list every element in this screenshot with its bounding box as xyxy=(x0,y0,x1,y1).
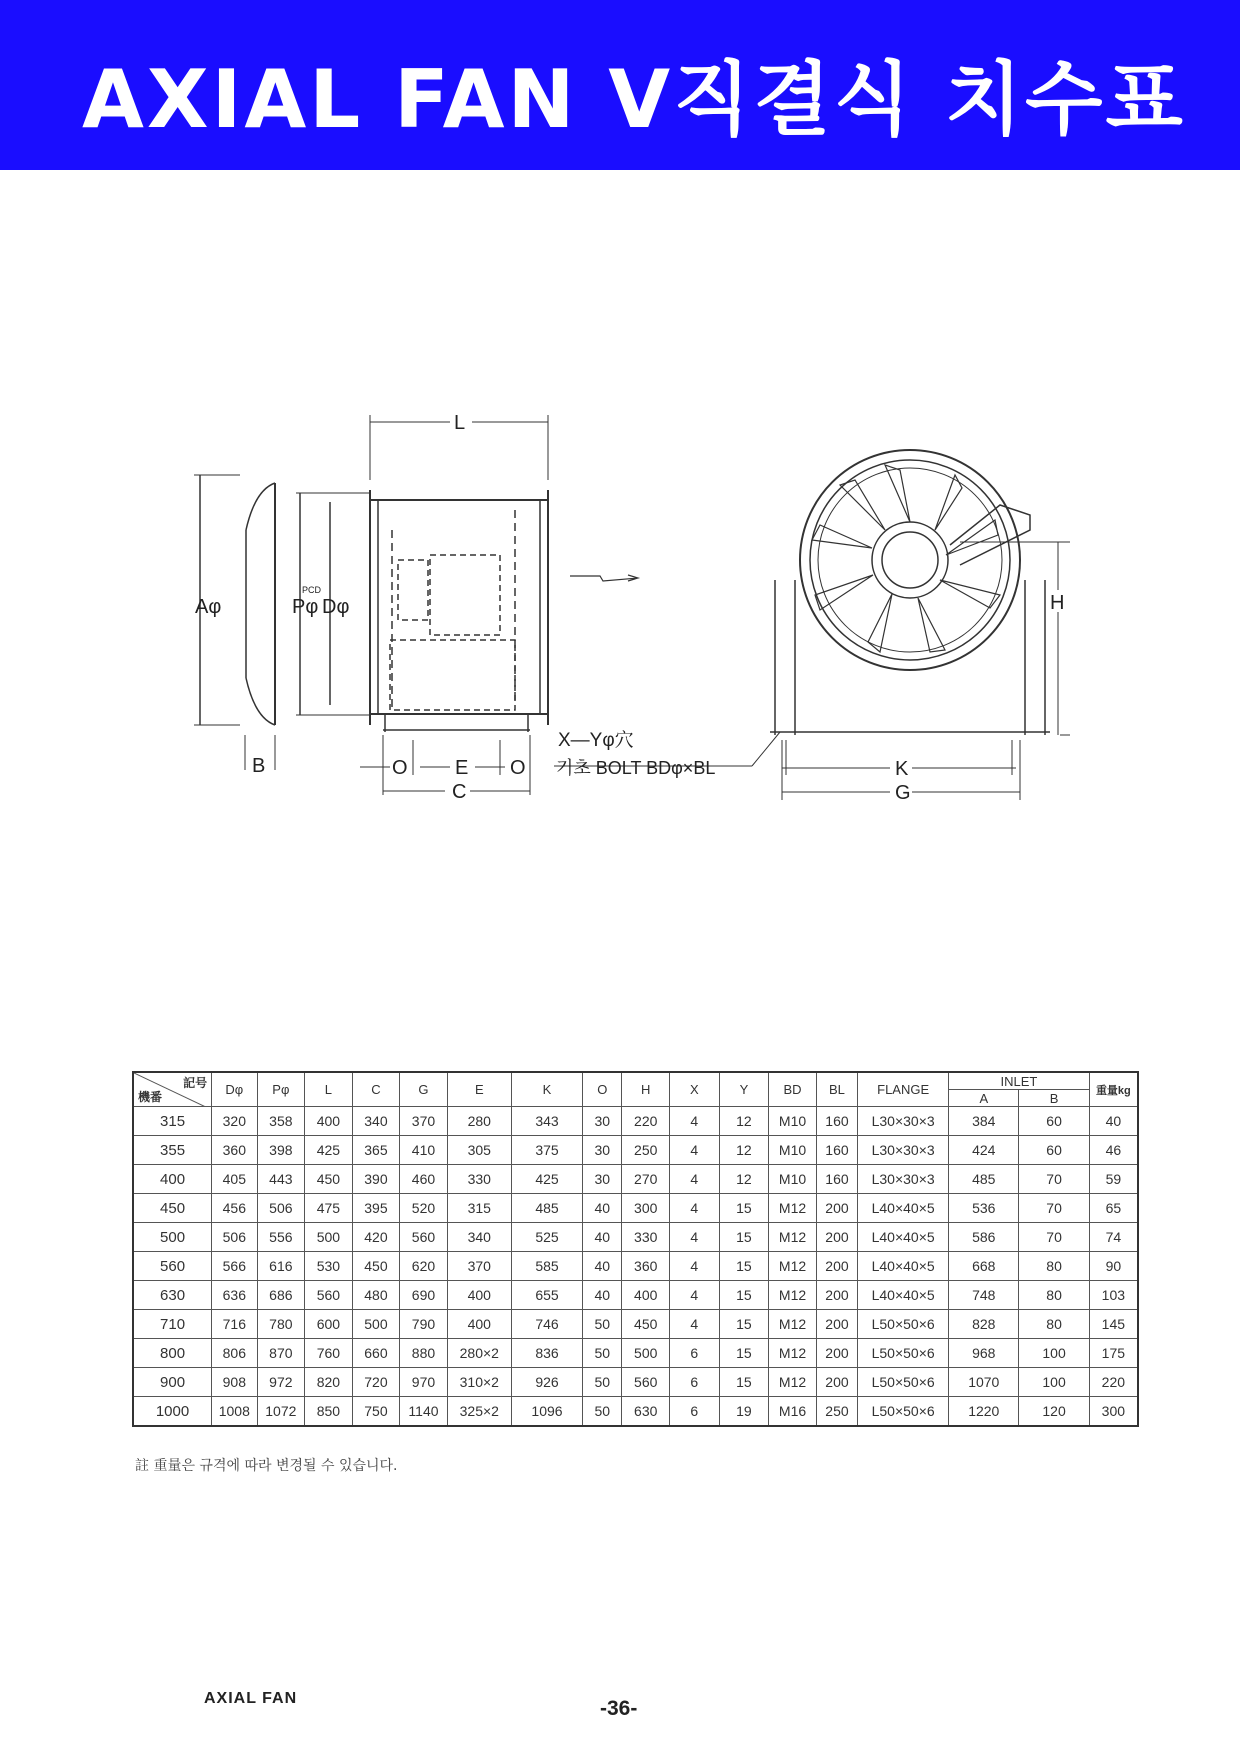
table-cell: 405 xyxy=(212,1165,257,1194)
table-cell: L50×50×6 xyxy=(858,1368,949,1397)
col-header: C xyxy=(352,1072,400,1107)
table-cell: 375 xyxy=(511,1136,582,1165)
table-cell: 750 xyxy=(352,1397,400,1427)
table-cell: 485 xyxy=(949,1165,1019,1194)
table-cell: 30 xyxy=(583,1165,622,1194)
model-cell: 710 xyxy=(133,1310,212,1339)
inlet-bell-bottom xyxy=(246,678,275,725)
table-cell: 30 xyxy=(583,1107,622,1136)
table-cell: 530 xyxy=(305,1252,353,1281)
table-cell: 6 xyxy=(670,1368,720,1397)
table-cell: 443 xyxy=(257,1165,305,1194)
table-cell: 80 xyxy=(1019,1281,1089,1310)
table-cell: 600 xyxy=(305,1310,353,1339)
inlet-header: INLET xyxy=(949,1072,1090,1090)
table-cell: M12 xyxy=(769,1223,817,1252)
table-cell: 746 xyxy=(511,1310,582,1339)
table-cell: 4 xyxy=(670,1281,720,1310)
label-B: B xyxy=(252,755,266,777)
table-cell: 60 xyxy=(1019,1107,1089,1136)
table-cell: 820 xyxy=(305,1368,353,1397)
table-cell: 46 xyxy=(1089,1136,1138,1165)
table-cell: 1140 xyxy=(400,1397,448,1427)
col-header: BD xyxy=(769,1072,817,1107)
table-cell: L30×30×3 xyxy=(858,1136,949,1165)
table-row xyxy=(133,1165,1138,1194)
label-bolt: 기초 BOLT BDφ×BL xyxy=(556,758,716,778)
table-row xyxy=(133,1194,1138,1223)
table-cell: L40×40×5 xyxy=(858,1223,949,1252)
table-cell: 560 xyxy=(400,1223,448,1252)
label-C: C xyxy=(452,781,467,803)
table-cell: 160 xyxy=(816,1107,857,1136)
label-H: H xyxy=(1050,592,1065,614)
corner-model-label: 機番 xyxy=(138,1090,163,1104)
table-cell: 566 xyxy=(212,1252,257,1281)
col-header: Dφ xyxy=(212,1072,257,1107)
table-cell: 1008 xyxy=(212,1397,257,1427)
table-cell: 15 xyxy=(719,1281,769,1310)
col-header: BL xyxy=(816,1072,857,1107)
table-cell: 310×2 xyxy=(447,1368,511,1397)
table-cell: 506 xyxy=(257,1194,305,1223)
table-cell: 70 xyxy=(1019,1165,1089,1194)
table-cell: 4 xyxy=(670,1136,720,1165)
table-cell: 365 xyxy=(352,1136,400,1165)
model-cell: 900 xyxy=(133,1368,212,1397)
table-cell: 15 xyxy=(719,1252,769,1281)
table-cell: 50 xyxy=(583,1397,622,1427)
label-E: E xyxy=(455,757,469,779)
table-cell: 586 xyxy=(949,1223,1019,1252)
table-cell: L40×40×5 xyxy=(858,1252,949,1281)
table-cell: 370 xyxy=(447,1252,511,1281)
table-cell: M12 xyxy=(769,1310,817,1339)
table-cell: 40 xyxy=(583,1281,622,1310)
table-cell: 475 xyxy=(305,1194,353,1223)
table-cell: 806 xyxy=(212,1339,257,1368)
table-cell: 100 xyxy=(1019,1368,1089,1397)
table-cell: 12 xyxy=(719,1107,769,1136)
table-cell: 485 xyxy=(511,1194,582,1223)
table-cell: 450 xyxy=(352,1252,400,1281)
label-G: G xyxy=(895,782,911,804)
table-cell: 40 xyxy=(583,1223,622,1252)
label-pcd: PCD xyxy=(302,585,322,595)
table-cell: 398 xyxy=(257,1136,305,1165)
table-cell: 400 xyxy=(305,1107,353,1136)
table-cell: 1220 xyxy=(949,1397,1019,1427)
label-K: K xyxy=(895,758,909,780)
label-P: Pφ xyxy=(292,596,319,618)
table-cell: 400 xyxy=(447,1281,511,1310)
header-banner xyxy=(0,0,1240,170)
table-cell: 6 xyxy=(670,1397,720,1427)
col-header: G xyxy=(400,1072,448,1107)
table-cell: 40 xyxy=(583,1194,622,1223)
table-cell: 4 xyxy=(670,1194,720,1223)
table-cell: 384 xyxy=(949,1107,1019,1136)
table-cell: 390 xyxy=(352,1165,400,1194)
corner-symbol-label: 記号 xyxy=(183,1076,208,1090)
table-cell: 50 xyxy=(583,1368,622,1397)
table-cell: 160 xyxy=(816,1136,857,1165)
col-header: H xyxy=(622,1072,670,1107)
table-cell: 305 xyxy=(447,1136,511,1165)
table-cell: 15 xyxy=(719,1194,769,1223)
table-cell: 200 xyxy=(816,1194,857,1223)
table-cell: 536 xyxy=(949,1194,1019,1223)
col-header: Y xyxy=(719,1072,769,1107)
label-A: Aφ xyxy=(195,596,222,618)
table-cell: 70 xyxy=(1019,1223,1089,1252)
spec-table-body xyxy=(133,1107,1138,1427)
label-hole: X―Yφ穴 xyxy=(558,730,634,751)
table-cell: L30×30×3 xyxy=(858,1165,949,1194)
table-cell: 880 xyxy=(400,1339,448,1368)
table-cell: 30 xyxy=(583,1136,622,1165)
model-cell: 1000 xyxy=(133,1397,212,1427)
table-cell: 655 xyxy=(511,1281,582,1310)
table-cell: 450 xyxy=(622,1310,670,1339)
table-cell: 358 xyxy=(257,1107,305,1136)
table-cell: 40 xyxy=(1089,1107,1138,1136)
table-cell: 4 xyxy=(670,1107,720,1136)
table-row xyxy=(133,1223,1138,1252)
label-O-left: O xyxy=(392,757,408,779)
model-cell: 315 xyxy=(133,1107,212,1136)
table-cell: 340 xyxy=(447,1223,511,1252)
table-cell: L40×40×5 xyxy=(858,1281,949,1310)
table-cell: 520 xyxy=(400,1194,448,1223)
table-cell: 972 xyxy=(257,1368,305,1397)
table-cell: 500 xyxy=(622,1339,670,1368)
table-cell: L50×50×6 xyxy=(858,1339,949,1368)
table-cell: 620 xyxy=(400,1252,448,1281)
table-cell: 500 xyxy=(305,1223,353,1252)
table-row xyxy=(133,1252,1138,1281)
table-cell: 65 xyxy=(1089,1194,1138,1223)
inlet-bell-top xyxy=(246,483,275,530)
table-row xyxy=(133,1281,1138,1310)
table-cell: L50×50×6 xyxy=(858,1397,949,1427)
table-cell: 690 xyxy=(400,1281,448,1310)
table-cell: M12 xyxy=(769,1281,817,1310)
table-row xyxy=(133,1107,1138,1136)
table-cell: 330 xyxy=(447,1165,511,1194)
table-cell: 12 xyxy=(719,1136,769,1165)
model-cell: 630 xyxy=(133,1281,212,1310)
table-cell: 80 xyxy=(1019,1310,1089,1339)
table-cell: 200 xyxy=(816,1368,857,1397)
table-cell: 556 xyxy=(257,1223,305,1252)
model-cell: 560 xyxy=(133,1252,212,1281)
table-cell: 70 xyxy=(1019,1194,1089,1223)
table-cell: 250 xyxy=(622,1136,670,1165)
col-header: X xyxy=(670,1072,720,1107)
spec-table-wrap xyxy=(132,1071,1139,1427)
table-cell: 6 xyxy=(670,1339,720,1368)
corner-header xyxy=(133,1072,212,1107)
weight-header: 重量kg xyxy=(1089,1072,1138,1107)
table-cell: 460 xyxy=(400,1165,448,1194)
table-cell: 15 xyxy=(719,1368,769,1397)
table-cell: 716 xyxy=(212,1310,257,1339)
table-cell: 850 xyxy=(305,1397,353,1427)
table-cell: 4 xyxy=(670,1165,720,1194)
table-cell: 200 xyxy=(816,1281,857,1310)
table-cell: M16 xyxy=(769,1397,817,1427)
model-cell: 500 xyxy=(133,1223,212,1252)
table-cell: 686 xyxy=(257,1281,305,1310)
table-cell: 970 xyxy=(400,1368,448,1397)
col-header: O xyxy=(583,1072,622,1107)
page-number: -36- xyxy=(600,1697,638,1720)
table-cell: 60 xyxy=(1019,1136,1089,1165)
table-cell: 220 xyxy=(1089,1368,1138,1397)
table-cell: 420 xyxy=(352,1223,400,1252)
table-cell: M10 xyxy=(769,1165,817,1194)
table-cell: 90 xyxy=(1089,1252,1138,1281)
table-cell: 780 xyxy=(257,1310,305,1339)
table-cell: L30×30×3 xyxy=(858,1107,949,1136)
table-cell: 636 xyxy=(212,1281,257,1310)
col-header: K xyxy=(511,1072,582,1107)
table-cell: 360 xyxy=(622,1252,670,1281)
model-cell: 355 xyxy=(133,1136,212,1165)
table-cell: 748 xyxy=(949,1281,1019,1310)
fan-dimension-drawing xyxy=(0,380,1240,820)
label-D: Dφ xyxy=(322,596,350,618)
model-cell: 800 xyxy=(133,1339,212,1368)
table-cell: 300 xyxy=(622,1194,670,1223)
table-cell: 340 xyxy=(352,1107,400,1136)
table-cell: 456 xyxy=(212,1194,257,1223)
table-cell: 425 xyxy=(305,1136,353,1165)
table-cell: 360 xyxy=(212,1136,257,1165)
table-row xyxy=(133,1397,1138,1427)
table-cell: 160 xyxy=(816,1165,857,1194)
table-cell: 74 xyxy=(1089,1223,1138,1252)
table-cell: 720 xyxy=(352,1368,400,1397)
table-cell: 200 xyxy=(816,1310,857,1339)
table-row xyxy=(133,1368,1138,1397)
table-cell: 500 xyxy=(352,1310,400,1339)
table-cell: 400 xyxy=(622,1281,670,1310)
table-cell: 450 xyxy=(305,1165,353,1194)
table-row xyxy=(133,1310,1138,1339)
table-cell: 870 xyxy=(257,1339,305,1368)
table-cell: 200 xyxy=(816,1252,857,1281)
table-cell: 15 xyxy=(719,1310,769,1339)
table-cell: 630 xyxy=(622,1397,670,1427)
table-cell: L40×40×5 xyxy=(858,1194,949,1223)
table-cell: 1070 xyxy=(949,1368,1019,1397)
table-row xyxy=(133,1339,1138,1368)
table-cell: 315 xyxy=(447,1194,511,1223)
table-cell: 320 xyxy=(212,1107,257,1136)
table-cell: 15 xyxy=(719,1339,769,1368)
table-cell: 330 xyxy=(622,1223,670,1252)
table-cell: 280 xyxy=(447,1107,511,1136)
table-cell: 425 xyxy=(511,1165,582,1194)
table-cell: 480 xyxy=(352,1281,400,1310)
table-cell: 50 xyxy=(583,1339,622,1368)
spec-table xyxy=(132,1071,1139,1427)
inlet-col-a: A xyxy=(949,1090,1019,1107)
table-cell: 908 xyxy=(212,1368,257,1397)
model-cell: 400 xyxy=(133,1165,212,1194)
table-cell: 525 xyxy=(511,1223,582,1252)
table-cell: 343 xyxy=(511,1107,582,1136)
table-cell: 4 xyxy=(670,1223,720,1252)
table-cell: M12 xyxy=(769,1252,817,1281)
table-cell: 395 xyxy=(352,1194,400,1223)
table-cell: 40 xyxy=(583,1252,622,1281)
model-cell: 450 xyxy=(133,1194,212,1223)
inlet-col-b: B xyxy=(1019,1090,1089,1107)
table-cell: 1072 xyxy=(257,1397,305,1427)
table-cell: 968 xyxy=(949,1339,1019,1368)
weight-note: 註 重量은 규격에 따라 변경될 수 있습니다. xyxy=(135,1458,398,1474)
table-cell: 926 xyxy=(511,1368,582,1397)
table-cell: L50×50×6 xyxy=(858,1310,949,1339)
table-cell: 410 xyxy=(400,1136,448,1165)
footer-product: AXIAL FAN xyxy=(204,1690,298,1707)
table-cell: 12 xyxy=(719,1165,769,1194)
label-L: L xyxy=(454,412,466,434)
table-cell: 4 xyxy=(670,1310,720,1339)
table-cell: 828 xyxy=(949,1310,1019,1339)
table-cell: M12 xyxy=(769,1368,817,1397)
table-cell: M10 xyxy=(769,1136,817,1165)
table-cell: 400 xyxy=(447,1310,511,1339)
table-cell: 270 xyxy=(622,1165,670,1194)
table-cell: 50 xyxy=(583,1310,622,1339)
table-cell: 15 xyxy=(719,1223,769,1252)
table-cell: 200 xyxy=(816,1223,857,1252)
table-cell: M12 xyxy=(769,1194,817,1223)
table-cell: 790 xyxy=(400,1310,448,1339)
table-cell: 560 xyxy=(622,1368,670,1397)
col-header: FLANGE xyxy=(858,1072,949,1107)
table-cell: M10 xyxy=(769,1107,817,1136)
table-cell: 506 xyxy=(212,1223,257,1252)
table-cell: 616 xyxy=(257,1252,305,1281)
table-cell: 250 xyxy=(816,1397,857,1427)
table-cell: 280×2 xyxy=(447,1339,511,1368)
table-cell: M12 xyxy=(769,1339,817,1368)
table-cell: 220 xyxy=(622,1107,670,1136)
table-cell: 4 xyxy=(670,1252,720,1281)
table-cell: 59 xyxy=(1089,1165,1138,1194)
table-cell: 660 xyxy=(352,1339,400,1368)
table-cell: 19 xyxy=(719,1397,769,1427)
table-cell: 325×2 xyxy=(447,1397,511,1427)
table-cell: 836 xyxy=(511,1339,582,1368)
table-cell: 668 xyxy=(949,1252,1019,1281)
col-header: L xyxy=(305,1072,353,1107)
page-title: AXIAL FAN V직결식 치수표 xyxy=(82,53,1186,146)
col-header: Pφ xyxy=(257,1072,305,1107)
col-header: E xyxy=(447,1072,511,1107)
table-cell: 760 xyxy=(305,1339,353,1368)
table-cell: 120 xyxy=(1019,1397,1089,1427)
table-cell: 1096 xyxy=(511,1397,582,1427)
table-row xyxy=(133,1136,1138,1165)
table-cell: 200 xyxy=(816,1339,857,1368)
table-cell: 175 xyxy=(1089,1339,1138,1368)
table-cell: 300 xyxy=(1089,1397,1138,1427)
table-cell: 370 xyxy=(400,1107,448,1136)
table-cell: 145 xyxy=(1089,1310,1138,1339)
table-cell: 585 xyxy=(511,1252,582,1281)
table-cell: 103 xyxy=(1089,1281,1138,1310)
table-cell: 100 xyxy=(1019,1339,1089,1368)
table-cell: 80 xyxy=(1019,1252,1089,1281)
table-cell: 560 xyxy=(305,1281,353,1310)
label-O-right: O xyxy=(510,757,526,779)
table-cell: 424 xyxy=(949,1136,1019,1165)
